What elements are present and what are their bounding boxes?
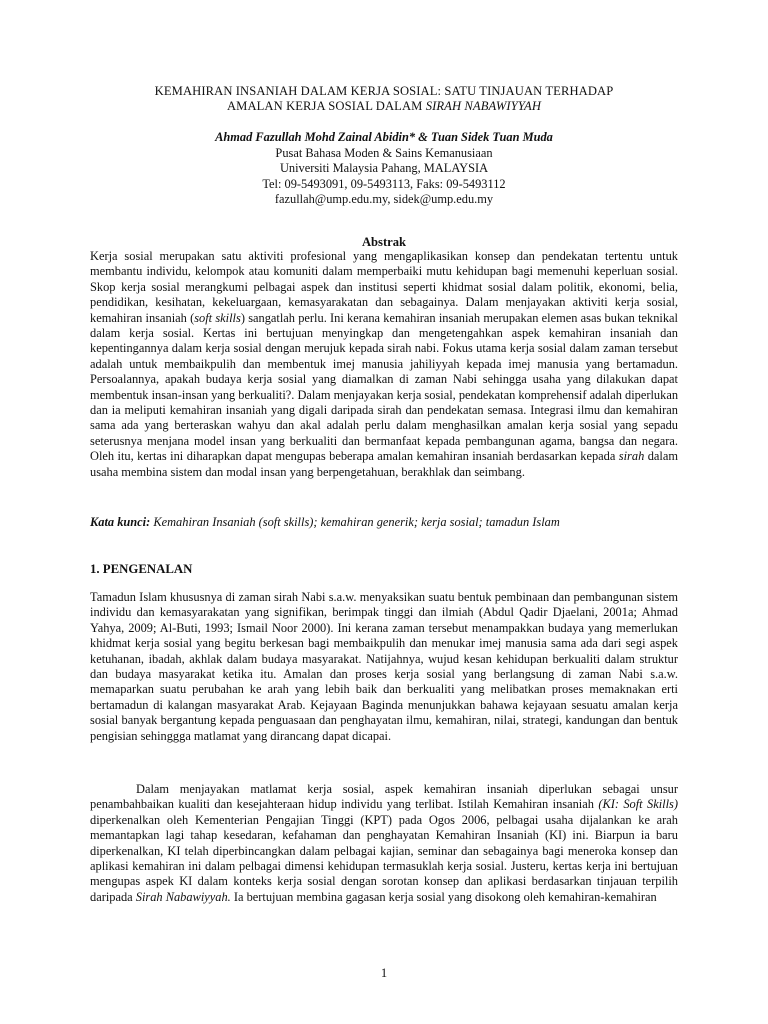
abstract-part-3: dalam usaha membina sistem dan modal insan yang berpengetahuan, berakhlak dan seimbang. <box>90 449 678 479</box>
abstract-heading: Abstrak <box>361 235 407 249</box>
section-paragraph-2 <box>90 782 678 905</box>
page-number: 1 <box>380 966 388 980</box>
author-block <box>90 130 678 208</box>
abstract-italic-1: soft skills <box>194 310 241 325</box>
section-paragraph-1: Tamadun Islam khususnya di zaman sirah Nabi s.a.w. menyaksikan suatu bentuk pembinaan dan pembangunan sistem individu dan kemasyarakatan yang signifikan, berimpak tinggi dan ilmiah (Abdul Qadir Djaelani, 2001a; Ahmad Yahya, 2009; Al-Buti, 1993; Ismail Noor 2000). Ini kerana zaman tersebut menampakkan budaya yang memerlukan khidmat kerja sosial yang begitu berkesan bagi membaikpulih dan menukar imej manusia sama ada dari segi aspek ketuhanan, ibadah, akhlak dalam budaya masyarakat. Natijahnya, wujud kesan kehidupan berkualiti dalam struktur dan budaya masyarakat ketika itu. Amalan dan proses kerja sosial yang berlangsung di zaman Nabi s.a.w. memaparkan suatu perubahan ke arah yang lebih baik dan berkualiti yang melibatkan proses memaknakan erti bertamadun di kalangan masyarakat Arab. Kejayaan Baginda menunjukkan bahawa kejayaan sesuatu amalan kerja sosial banyak bergantung kepada penguasaan dan penghayatan ilmu, kemahiran, nilai, strategi, kandungan dan bentuk pengisian sehinggga matlamat yang dirancang dapat dicapai. <box>90 590 678 743</box>
keywords-label: Kata kunci: <box>90 515 151 529</box>
title-line-2-italic: SIRAH NABAWIYYAH <box>425 99 542 113</box>
author-affiliation: Pusat Bahasa Moden & Sains Kemanusiaan <box>275 145 493 160</box>
author-names: Ahmad Fazullah Mohd Zainal Abidin* & Tuan Sidek Tuan Muda <box>215 130 553 144</box>
author-email: fazullah@ump.edu.my, sidek@ump.edu.my <box>274 192 494 206</box>
para2-italic-1: (KI: Soft Skills) <box>598 797 678 812</box>
title-line-1: KEMAHIRAN INSANIAH DALAM KERJA SOSIAL: SATU TINJAUAN TERHADAP <box>154 84 614 98</box>
title-line-2 <box>90 99 678 114</box>
author-phone: Tel: 09-5493091, 09-5493113, Faks: 09-5493112 <box>262 176 506 191</box>
abstract-italic-2: sirah <box>618 449 645 464</box>
keywords <box>90 515 678 530</box>
paper-title <box>90 84 678 114</box>
para2-part-a: Dalam menjayakan matlamat kerja sosial, aspek kemahiran insaniah diperlukan sebagai unsur penambahbaikan kualiti dan kesejahteraan hidup individu yang terlibat. Istilah Kemahiran insaniah <box>90 782 678 812</box>
abstract-part-1: Kerja sosial merupakan satu aktiviti profesional yang mengaplikasikan konsep dan pendekatan tertentu untuk membantu individu, kelompok atau komuniti dalam memperbaiki mutu kehidupan bagi memenuhi keperluan sosial. Skop kerja sosial merangkumi pelbagai aspek dan institusi seperti khidmat sosial dalam politik, ekonomi, belia, pendidikan, kesihatan, kekeluargaan, kemasyarakatan dan sebagainya. Dalam menjayakan aktiviti kerja sosial, kemahiran insaniah ( <box>90 249 678 325</box>
para2-part-b: diperkenalkan oleh Kementerian Pengajian Tinggi (KPT) pada Ogos 2006, pelbagai usaha dijalankan ke arah memantapkan lagi tahap kesedaran, kefahaman dan penghayatan Kemahiran Insaniah (KI) ini. Biarpun ia baru diperkenalkan, KI telah diperbincangkan dalam pelbagai kajian, seminar dan sebagainya bagi meneroka konsep dan aplikasi kemahiran ini dalam pelbagai dimensi kehidupan termasuklah kerja sosial. Justeru, kertas kerja ini bertujuan mengupas aspek KI dalam konteks kerja sosial dengan sorotan konsep dan aplikasi berdasarkan tinjauan terpilih daripada <box>90 812 678 904</box>
para2-italic-2: Sirah Nabawiyyah. <box>135 889 231 904</box>
section-heading: 1. PENGENALAN <box>90 562 193 576</box>
abstract-text <box>90 249 678 480</box>
author-university: Universiti Malaysia Pahang, MALAYSIA <box>279 161 489 175</box>
title-line-2-plain: AMALAN KERJA SOSIAL DALAM <box>226 99 426 113</box>
para2-part-c: Ia bertujuan membina gagasan kerja sosial yang disokong oleh kemahiran-kemahiran <box>230 889 657 904</box>
abstract-part-2: ) sangatlah perlu. Ini kerana kemahiran insaniah merupakan elemen asas bukan teknikal dalam kerja sosial. Kertas ini bertujuan menyingkap dan mengetengahkan aspek kemahiran insaniah dan kepentingannya dalam kerja sosial dengan merujuk kepada sirah nabi. Fokus utama kerja sosial dalam zaman tersebut adalah untuk membaikpulih dan membentuk imej manusia jahiliyyah kepada imej manusia yang bertamadun. Persoalannya, apakah budaya kerja sosial yang diamalkan di zaman Nabi sehingga usaha yang dilakukan dapat membentuk insan-insan yang berkualiti?. Dalam menjayakan kerja sosial, pendekatan komprehensif adalah diperlukan dan ia meliputi kemahiran insaniah yang digali daripada sirah dan pendekatan semasa. Integrasi ilmu dan kemahiran sama ada yang berteraskan wahyu dan akal adalah perlu dalam menghasilkan amalan kerja sosial yang sepadu seterusnya menjana model insan yang berkualiti dan bermanfaat kepada pembangunan agama, bangsa dan negara. Oleh itu, kertas ini diharapkan dapat mengupas beberapa amalan kemahiran insaniah berdasarkan kepada <box>90 310 679 464</box>
keywords-text: Kemahiran Insaniah (soft skills); kemahiran generik; kerja sosial; tamadun Islam <box>150 515 560 529</box>
